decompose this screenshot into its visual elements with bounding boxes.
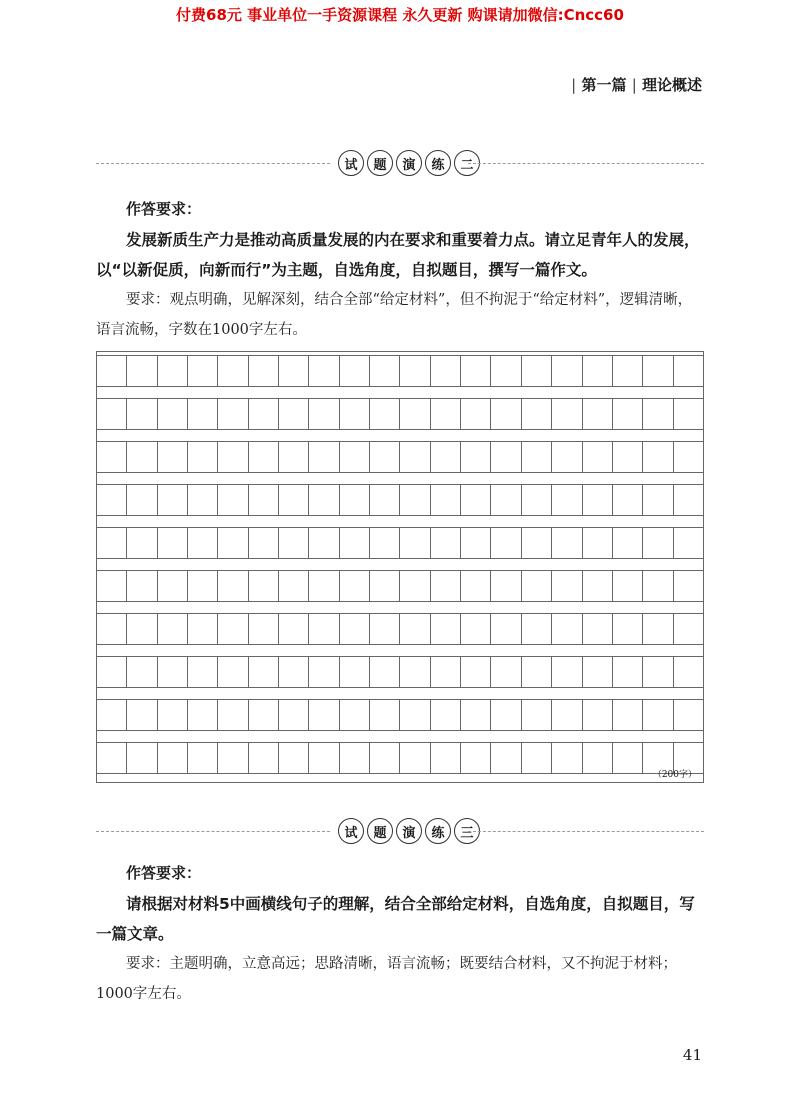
grid-cell bbox=[491, 656, 521, 688]
grid-cell bbox=[340, 355, 370, 387]
grid-cell bbox=[643, 613, 673, 645]
grid-cell bbox=[643, 570, 673, 602]
grid-cell bbox=[400, 656, 430, 688]
grid-cell bbox=[461, 656, 491, 688]
grid-cell bbox=[522, 441, 552, 473]
grid-cell bbox=[127, 742, 157, 774]
grid-cell bbox=[249, 656, 279, 688]
section-three-body bbox=[96, 862, 704, 1009]
grid-cell bbox=[97, 441, 127, 473]
grid-cell bbox=[431, 613, 461, 645]
grid-cell bbox=[522, 355, 552, 387]
title-char: 试 bbox=[338, 150, 364, 176]
grid-cell bbox=[279, 742, 309, 774]
grid-cell bbox=[127, 441, 157, 473]
grid-cell bbox=[158, 484, 188, 516]
writing-grid bbox=[96, 351, 704, 783]
grid-cell bbox=[158, 613, 188, 645]
prompt-text: 请根据对材料5中画横线句子的理解，结合全部给定材料，自选角度，自拟题目，写一篇文章。 bbox=[96, 895, 695, 943]
grid-row bbox=[97, 613, 703, 645]
answer-requirements-label: 作答要求： bbox=[126, 864, 202, 882]
title-char: 演 bbox=[396, 818, 422, 844]
grid-cell bbox=[583, 484, 613, 516]
title-char: 题 bbox=[367, 150, 393, 176]
grid-cell bbox=[552, 527, 582, 559]
header-separator-left: | bbox=[571, 76, 577, 94]
grid-cell bbox=[461, 355, 491, 387]
grid-cell bbox=[552, 656, 582, 688]
grid-cell bbox=[674, 527, 703, 559]
grid-cell bbox=[400, 570, 430, 602]
grid-cell bbox=[218, 613, 248, 645]
grid-cell bbox=[491, 441, 521, 473]
section-title-three bbox=[96, 818, 704, 846]
grid-cell bbox=[370, 613, 400, 645]
grid-cell bbox=[218, 398, 248, 430]
page-number: 41 bbox=[682, 1046, 702, 1064]
grid-cell bbox=[279, 398, 309, 430]
grid-cell bbox=[552, 355, 582, 387]
grid-cell bbox=[431, 355, 461, 387]
grid-cell bbox=[431, 699, 461, 731]
grid-cell bbox=[613, 613, 643, 645]
grid-cell bbox=[674, 355, 703, 387]
grid-cell bbox=[218, 570, 248, 602]
grid-cell bbox=[522, 699, 552, 731]
grid-cell bbox=[522, 613, 552, 645]
grid-cell bbox=[188, 570, 218, 602]
grid-cell bbox=[188, 527, 218, 559]
grid-cell bbox=[522, 527, 552, 559]
grid-cell bbox=[491, 742, 521, 774]
grid-cell bbox=[158, 656, 188, 688]
grid-cell bbox=[491, 484, 521, 516]
grid-cell bbox=[643, 398, 673, 430]
grid-cell bbox=[188, 699, 218, 731]
grid-cell bbox=[97, 570, 127, 602]
grid-cell bbox=[279, 527, 309, 559]
grid-cell bbox=[127, 398, 157, 430]
grid-cell bbox=[461, 398, 491, 430]
grid-cell bbox=[218, 656, 248, 688]
grid-cell bbox=[158, 699, 188, 731]
grid-cell bbox=[583, 527, 613, 559]
grid-cell bbox=[249, 527, 279, 559]
grid-cell bbox=[552, 613, 582, 645]
grid-cell bbox=[279, 570, 309, 602]
grid-cell bbox=[309, 613, 339, 645]
header-part: 第一篇 bbox=[581, 76, 627, 94]
grid-cell bbox=[309, 484, 339, 516]
section-title-chars bbox=[338, 150, 480, 176]
answer-requirements-label: 作答要求： bbox=[126, 200, 202, 218]
grid-cell bbox=[158, 527, 188, 559]
grid-cell bbox=[127, 355, 157, 387]
grid-cell bbox=[249, 742, 279, 774]
title-char: 二 bbox=[454, 150, 480, 176]
grid-cell bbox=[643, 656, 673, 688]
grid-cell bbox=[431, 441, 461, 473]
grid-cell bbox=[431, 398, 461, 430]
grid-cell bbox=[674, 398, 703, 430]
dashed-rule-left bbox=[96, 831, 330, 832]
grid-cell bbox=[491, 527, 521, 559]
grid-cell bbox=[491, 699, 521, 731]
grid-cell bbox=[522, 742, 552, 774]
word-count-label: （200字） bbox=[652, 770, 697, 780]
grid-cell bbox=[340, 484, 370, 516]
grid-cell bbox=[340, 656, 370, 688]
grid-cell bbox=[461, 441, 491, 473]
grid-cell bbox=[613, 742, 643, 774]
title-char: 演 bbox=[396, 150, 422, 176]
grid-cell bbox=[158, 355, 188, 387]
grid-cell bbox=[552, 570, 582, 602]
grid-cell bbox=[491, 355, 521, 387]
grid-cell bbox=[461, 699, 491, 731]
grid-cell bbox=[279, 484, 309, 516]
grid-cell bbox=[643, 484, 673, 516]
prompt-text: 发展新质生产力是推动高质量发展的内在要求和重要着力点。请立足青年人的发展，以“以新促质，向新而行”为主题，自选角度，自拟题目，撰写一篇作文。 bbox=[96, 231, 700, 279]
section-two-body bbox=[96, 198, 704, 345]
grid-cell bbox=[340, 527, 370, 559]
grid-cell bbox=[279, 355, 309, 387]
grid-cell bbox=[431, 570, 461, 602]
grid-cell bbox=[400, 742, 430, 774]
grid-cell bbox=[461, 742, 491, 774]
grid-row bbox=[97, 570, 703, 602]
grid-cell bbox=[583, 570, 613, 602]
grid-cell bbox=[643, 527, 673, 559]
title-char: 练 bbox=[425, 818, 451, 844]
grid-cell bbox=[340, 398, 370, 430]
grid-cell bbox=[249, 699, 279, 731]
grid-cell bbox=[613, 355, 643, 387]
grid-cell bbox=[613, 656, 643, 688]
grid-cell bbox=[400, 613, 430, 645]
grid-cell bbox=[218, 355, 248, 387]
grid-cell bbox=[279, 441, 309, 473]
grid-cell bbox=[340, 613, 370, 645]
grid-cell bbox=[613, 398, 643, 430]
grid-cell bbox=[97, 355, 127, 387]
grid-cell bbox=[279, 613, 309, 645]
grid-cell bbox=[309, 441, 339, 473]
dashed-rule-right bbox=[468, 831, 704, 832]
grid-cell bbox=[370, 355, 400, 387]
grid-cell bbox=[97, 527, 127, 559]
grid-cell bbox=[491, 398, 521, 430]
requirement-text: 要求：主题明确，立意高远；思路清晰，语言流畅；既要结合材料，又不拘泥于材料；1000字左右。 bbox=[96, 956, 677, 1002]
grid-cell bbox=[583, 355, 613, 387]
grid-cell bbox=[643, 441, 673, 473]
grid-row bbox=[97, 355, 703, 387]
grid-cell bbox=[188, 742, 218, 774]
grid-cell bbox=[97, 699, 127, 731]
grid-cell bbox=[431, 527, 461, 559]
title-char: 三 bbox=[454, 818, 480, 844]
grid-cell bbox=[249, 484, 279, 516]
grid-cell bbox=[127, 656, 157, 688]
grid-cell bbox=[431, 742, 461, 774]
grid-cell bbox=[431, 484, 461, 516]
grid-cell bbox=[400, 484, 430, 516]
title-char: 试 bbox=[338, 818, 364, 844]
grid-cell bbox=[583, 742, 613, 774]
grid-cell bbox=[583, 656, 613, 688]
grid-cell bbox=[188, 441, 218, 473]
grid-cell bbox=[613, 699, 643, 731]
grid-cell bbox=[461, 613, 491, 645]
grid-cell bbox=[522, 656, 552, 688]
grid-cell bbox=[127, 613, 157, 645]
grid-cell bbox=[309, 398, 339, 430]
grid-cell bbox=[613, 441, 643, 473]
grid-row bbox=[97, 441, 703, 473]
grid-cell bbox=[279, 699, 309, 731]
grid-cell bbox=[249, 441, 279, 473]
grid-cell bbox=[97, 656, 127, 688]
grid-cell bbox=[674, 699, 703, 731]
grid-cell bbox=[674, 613, 703, 645]
grid-cell bbox=[522, 398, 552, 430]
grid-cell bbox=[431, 656, 461, 688]
grid-cell bbox=[491, 570, 521, 602]
grid-cell bbox=[218, 441, 248, 473]
grid-cell bbox=[370, 398, 400, 430]
grid-cell bbox=[552, 484, 582, 516]
grid-cell bbox=[400, 527, 430, 559]
grid-cell bbox=[188, 355, 218, 387]
grid-cell bbox=[188, 484, 218, 516]
grid-cell bbox=[158, 570, 188, 602]
grid-cell bbox=[613, 527, 643, 559]
grid-row bbox=[97, 527, 703, 559]
grid-cell bbox=[552, 398, 582, 430]
grid-cell bbox=[158, 441, 188, 473]
grid-row bbox=[97, 699, 703, 731]
grid-cell bbox=[400, 398, 430, 430]
grid-cell bbox=[522, 570, 552, 602]
grid-cell bbox=[370, 656, 400, 688]
grid-cell bbox=[218, 484, 248, 516]
grid-cell bbox=[309, 699, 339, 731]
grid-cell bbox=[340, 742, 370, 774]
grid-cell bbox=[127, 699, 157, 731]
grid-cell bbox=[218, 742, 248, 774]
grid-cell bbox=[218, 527, 248, 559]
grid-cell bbox=[461, 527, 491, 559]
watermark-banner: 付费68元 事业单位一手资源课程 永久更新 购课请加微信:Cncc60 bbox=[176, 6, 624, 24]
grid-cell bbox=[249, 613, 279, 645]
grid-cell bbox=[552, 699, 582, 731]
grid-cell bbox=[613, 484, 643, 516]
grid-cell bbox=[249, 398, 279, 430]
grid-row bbox=[97, 742, 703, 774]
grid-row bbox=[97, 656, 703, 688]
grid-cell bbox=[674, 570, 703, 602]
grid-cell bbox=[249, 355, 279, 387]
grid-cell bbox=[674, 484, 703, 516]
grid-cell bbox=[370, 527, 400, 559]
grid-cell bbox=[613, 570, 643, 602]
requirement-text: 要求：观点明确，见解深刻，结合全部“给定材料”，但不拘泥于“给定材料”，逻辑清晰，语言流畅，字数在1000字左右。 bbox=[96, 292, 693, 338]
section-title-two bbox=[96, 150, 704, 178]
header-title: 理论概述 bbox=[641, 76, 702, 94]
grid-row bbox=[97, 398, 703, 430]
grid-cell bbox=[400, 441, 430, 473]
grid-cell bbox=[583, 398, 613, 430]
grid-cell bbox=[309, 570, 339, 602]
grid-cell bbox=[522, 484, 552, 516]
grid-cell bbox=[279, 656, 309, 688]
grid-cell bbox=[127, 570, 157, 602]
grid-cell bbox=[583, 613, 613, 645]
grid-cell bbox=[643, 699, 673, 731]
grid-cell bbox=[309, 355, 339, 387]
grid-cell bbox=[370, 441, 400, 473]
grid-row bbox=[97, 484, 703, 516]
section-title-chars bbox=[338, 818, 480, 844]
grid-cell bbox=[674, 441, 703, 473]
dashed-rule-left bbox=[96, 163, 330, 164]
grid-cell bbox=[188, 656, 218, 688]
grid-cell bbox=[370, 570, 400, 602]
dashed-rule-right bbox=[468, 163, 704, 164]
grid-cell bbox=[309, 656, 339, 688]
grid-cell bbox=[643, 355, 673, 387]
grid-cell bbox=[461, 570, 491, 602]
grid-cell bbox=[127, 527, 157, 559]
grid-cell bbox=[400, 699, 430, 731]
grid-cell bbox=[188, 398, 218, 430]
title-char: 练 bbox=[425, 150, 451, 176]
grid-cell bbox=[97, 398, 127, 430]
grid-cell bbox=[400, 355, 430, 387]
grid-cell bbox=[158, 742, 188, 774]
grid-cell bbox=[127, 484, 157, 516]
grid-cell bbox=[249, 570, 279, 602]
grid-cell bbox=[583, 699, 613, 731]
grid-cell bbox=[370, 742, 400, 774]
grid-cell bbox=[97, 484, 127, 516]
grid-cell bbox=[583, 441, 613, 473]
grid-cell bbox=[370, 484, 400, 516]
grid-cell bbox=[491, 613, 521, 645]
grid-cell bbox=[340, 441, 370, 473]
header-separator-right: | bbox=[631, 76, 637, 94]
grid-cell bbox=[340, 570, 370, 602]
running-header bbox=[571, 74, 702, 95]
title-char: 题 bbox=[367, 818, 393, 844]
grid-cell bbox=[188, 613, 218, 645]
grid-cell bbox=[370, 699, 400, 731]
grid-cell bbox=[552, 742, 582, 774]
grid-cell bbox=[218, 699, 248, 731]
grid-cell bbox=[97, 742, 127, 774]
grid-cell bbox=[97, 613, 127, 645]
grid-cell bbox=[309, 742, 339, 774]
grid-cell bbox=[340, 699, 370, 731]
grid-cell bbox=[552, 441, 582, 473]
grid-cell bbox=[461, 484, 491, 516]
grid-cell bbox=[158, 398, 188, 430]
grid-cell bbox=[674, 656, 703, 688]
grid-cell bbox=[309, 527, 339, 559]
